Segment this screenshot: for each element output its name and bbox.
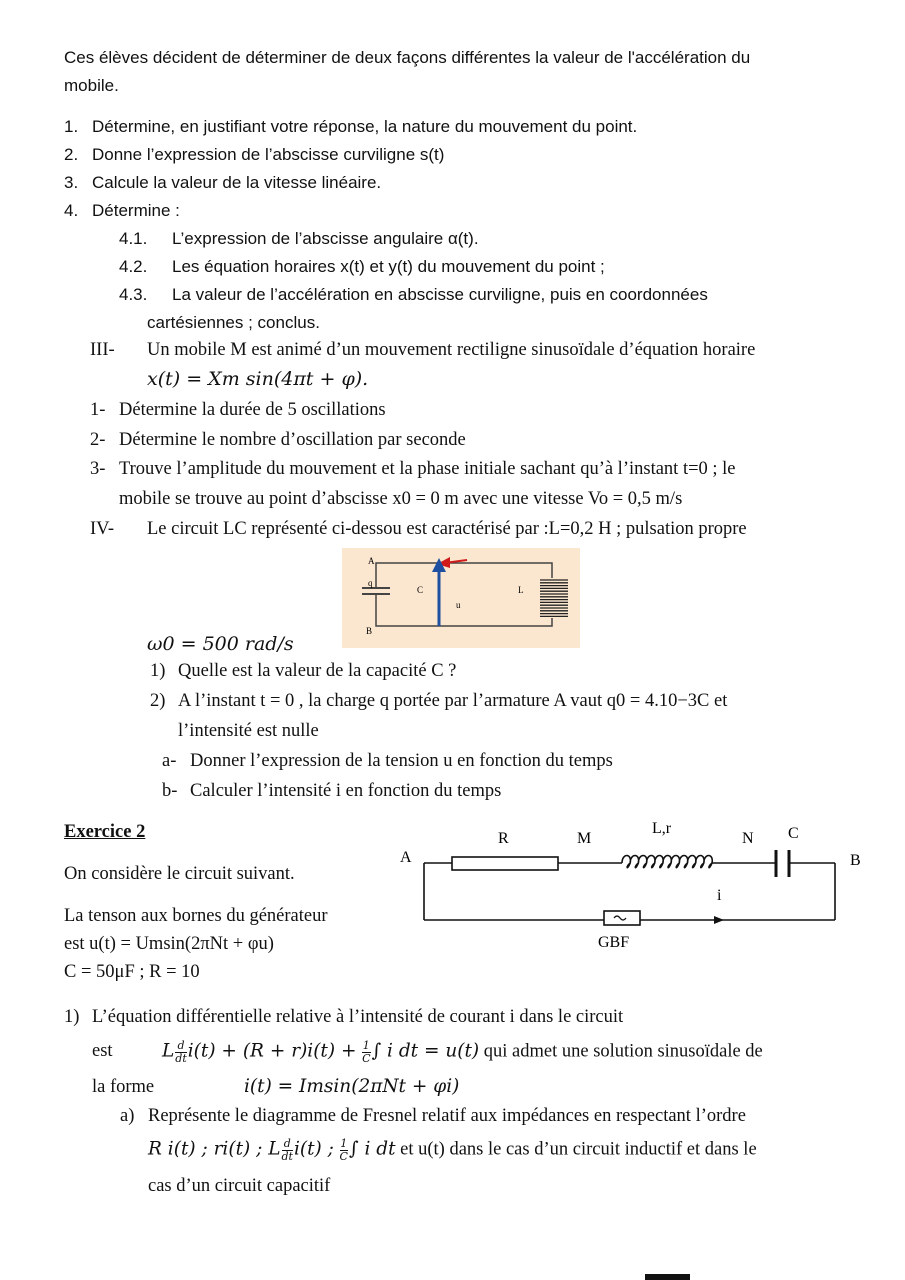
question-text: Donne l’expression de l’abscisse curviligne s(t) (92, 145, 445, 164)
part-4-question-b (162, 781, 501, 802)
sine-icon (614, 916, 626, 920)
label-m: M (577, 830, 592, 847)
inductor-coil (538, 578, 570, 618)
question-text: Quelle est la valeur de la capacité C ? (178, 661, 457, 681)
question-text: Donner l’expression de la tension u en fonction du temps (190, 751, 613, 771)
part-3-question-2 (90, 430, 466, 451)
part-number: III- (90, 340, 115, 360)
label-forme: la forme (92, 1077, 155, 1097)
question-number: 4.3. (119, 285, 148, 304)
solution-equation: i(t) = Imsin(2πNt + φi) (244, 1076, 460, 1097)
question-number: 4.2. (119, 257, 148, 276)
part-text: Un mobile M est animé d’un mouvement rectiligne sinusoïdale d’équation horaire (147, 340, 756, 360)
question-number: b- (162, 781, 178, 801)
label-b: B (366, 626, 373, 636)
question-text: L’équation différentielle relative à l’intensité de courant i dans le circuit (92, 1007, 624, 1027)
question-number: 1. (64, 117, 79, 136)
question-text: Détermine le nombre d’oscillation par seconde (119, 430, 466, 450)
exercise-2-line-1: On considère le circuit suivant. (64, 864, 295, 884)
exercise-2-question-a (120, 1106, 746, 1127)
resistor (452, 857, 558, 870)
question-text: Les équation horaires x(t) et y(t) du mouvement du point ; (172, 257, 605, 276)
question-1 (64, 117, 637, 137)
question-4-1 (119, 229, 479, 249)
question-text: A l’instant t = 0 , la charge q portée par l’armature A vaut q0 = 4.10−3C et (178, 691, 728, 711)
differential-equation-line (92, 1040, 763, 1064)
question-text: Représente le diagramme de Fresnel relatif aux impédances en respectant l’ordre (148, 1106, 746, 1126)
question-4 (64, 201, 180, 221)
solution-line (92, 1076, 459, 1098)
question-text: Détermine la durée de 5 oscillations (119, 400, 386, 420)
eq-middle: i(t) + (R + r)i(t) + (187, 1040, 357, 1062)
fraction-d-dt: $\frac{d}{dt}$ (175, 1039, 187, 1065)
question-text: Détermine : (92, 201, 180, 220)
question-text: La valeur de l’accélération en abscisse curviligne, puis en coordonnées (172, 285, 708, 304)
question-number: 4.1. (119, 229, 148, 248)
part-3-question-3 (90, 459, 736, 480)
part-4-question-2-continued: l’intensité est nulle (178, 721, 319, 741)
label-a: A (368, 556, 375, 566)
part-4-heading (90, 519, 747, 540)
question-number: 1- (90, 400, 106, 420)
label-q: q (368, 578, 373, 588)
fraction-1-c: $\frac{1}{C}$ (362, 1039, 371, 1065)
exercise-2-question-a-line-2: R i(t) ; ri(t) ; L $\frac{d}{dt}$ i(t) ; $\frac{1}{C}$ ∫ i dt et u(t) dans le cas d’un circuit inductif et dans le (148, 1137, 757, 1163)
label-i: i (717, 887, 722, 904)
eq-tail: qui admet une solution sinusoïdale de (483, 1041, 763, 1062)
question-4-2 (119, 257, 605, 277)
label-l: L (518, 585, 524, 595)
question-number: a- (162, 751, 177, 771)
label-a: A (400, 849, 412, 866)
question-4-3-continued: cartésiennes ; conclus. (147, 313, 320, 332)
question-number: 3. (64, 173, 79, 192)
intro-line-2: mobile. (64, 76, 119, 95)
question-text: Calculer l’intensité i en fonction du temps (190, 781, 502, 801)
exercise-2-line-3: est u(t) = Umsin(2πNt + φu) (64, 934, 274, 954)
question-number: 4. (64, 201, 79, 220)
label-b: B (850, 852, 861, 869)
label-est: est (92, 1041, 113, 1062)
question-2 (64, 145, 444, 165)
part-4-question-1 (150, 661, 456, 682)
exercise-2-line-4: C = 50μF ; R = 10 (64, 962, 200, 982)
inductor-coil (622, 856, 712, 868)
eq-integral: ∫ i dt = u(t) (371, 1040, 480, 1062)
part-text: Le circuit LC représenté ci-dessou est caractérisé par :L=0,2 H ; pulsation propre (147, 519, 747, 539)
part-4-question-2 (150, 691, 727, 712)
question-number: 2) (150, 691, 166, 711)
label-c: C (417, 585, 424, 595)
label-n: N (742, 830, 754, 847)
fraction-1-c: $\frac{1}{C}$ (339, 1137, 348, 1163)
current-arrow (714, 916, 724, 924)
label-c: C (788, 825, 799, 842)
exercise-2-question-1 (64, 1007, 623, 1028)
rlc-circuit-diagram (392, 815, 877, 955)
label-gbf: GBF (598, 934, 630, 951)
question-number: 2. (64, 145, 79, 164)
part-3-heading (90, 340, 755, 361)
question-text: L’expression de l’abscisse angulaire α(t). (172, 229, 479, 248)
part-3-question-1 (90, 400, 386, 421)
part-3-equation: x(t) = Xm sin(4πt + φ). (147, 368, 369, 390)
question-text: Calcule la valeur de la vitesse linéaire. (92, 173, 382, 192)
label-u: u (456, 600, 461, 610)
question-text: Trouve l’amplitude du mouvement et la phase initiale sachant qu’à l’instant t=0 ; le (119, 459, 736, 479)
question-3 (64, 173, 381, 193)
page-marker (645, 1274, 690, 1280)
eq-l: L (162, 1040, 175, 1062)
pulsation-value: ω0 = 500 rad/s (147, 633, 294, 655)
question-4-3 (119, 285, 708, 305)
question-number: 1) (64, 1007, 80, 1027)
question-number: 2- (90, 430, 106, 450)
question-number: a) (120, 1106, 135, 1126)
question-number: 3- (90, 459, 106, 479)
exercise-2-title: Exercice 2 (64, 822, 146, 842)
part-3-question-3-continued: mobile se trouve au point d’abscisse x0 = 0 m avec une vitesse Vo = 0,5 m/s (119, 489, 683, 509)
intro-line-1: Ces élèves décident de déterminer de deux façons différentes la valeur de l'accélération du (64, 48, 751, 67)
question-text: Détermine, en justifiant votre réponse, la nature du mouvement du point. (92, 117, 638, 136)
fraction-d-dt: $\frac{d}{dt}$ (281, 1137, 293, 1163)
exercise-2-line-2: La tenson aux bornes du générateur (64, 906, 328, 926)
lc-circuit-diagram (342, 548, 580, 648)
exercise-2-question-a-line-3: cas d’un circuit capacitif (148, 1176, 331, 1196)
gbf-generator (604, 911, 640, 925)
question-number: 1) (150, 661, 166, 681)
part-4-question-a (162, 751, 613, 772)
label-r: R (498, 830, 509, 847)
label-lr: L,r (652, 820, 672, 837)
part-number: IV- (90, 519, 114, 539)
